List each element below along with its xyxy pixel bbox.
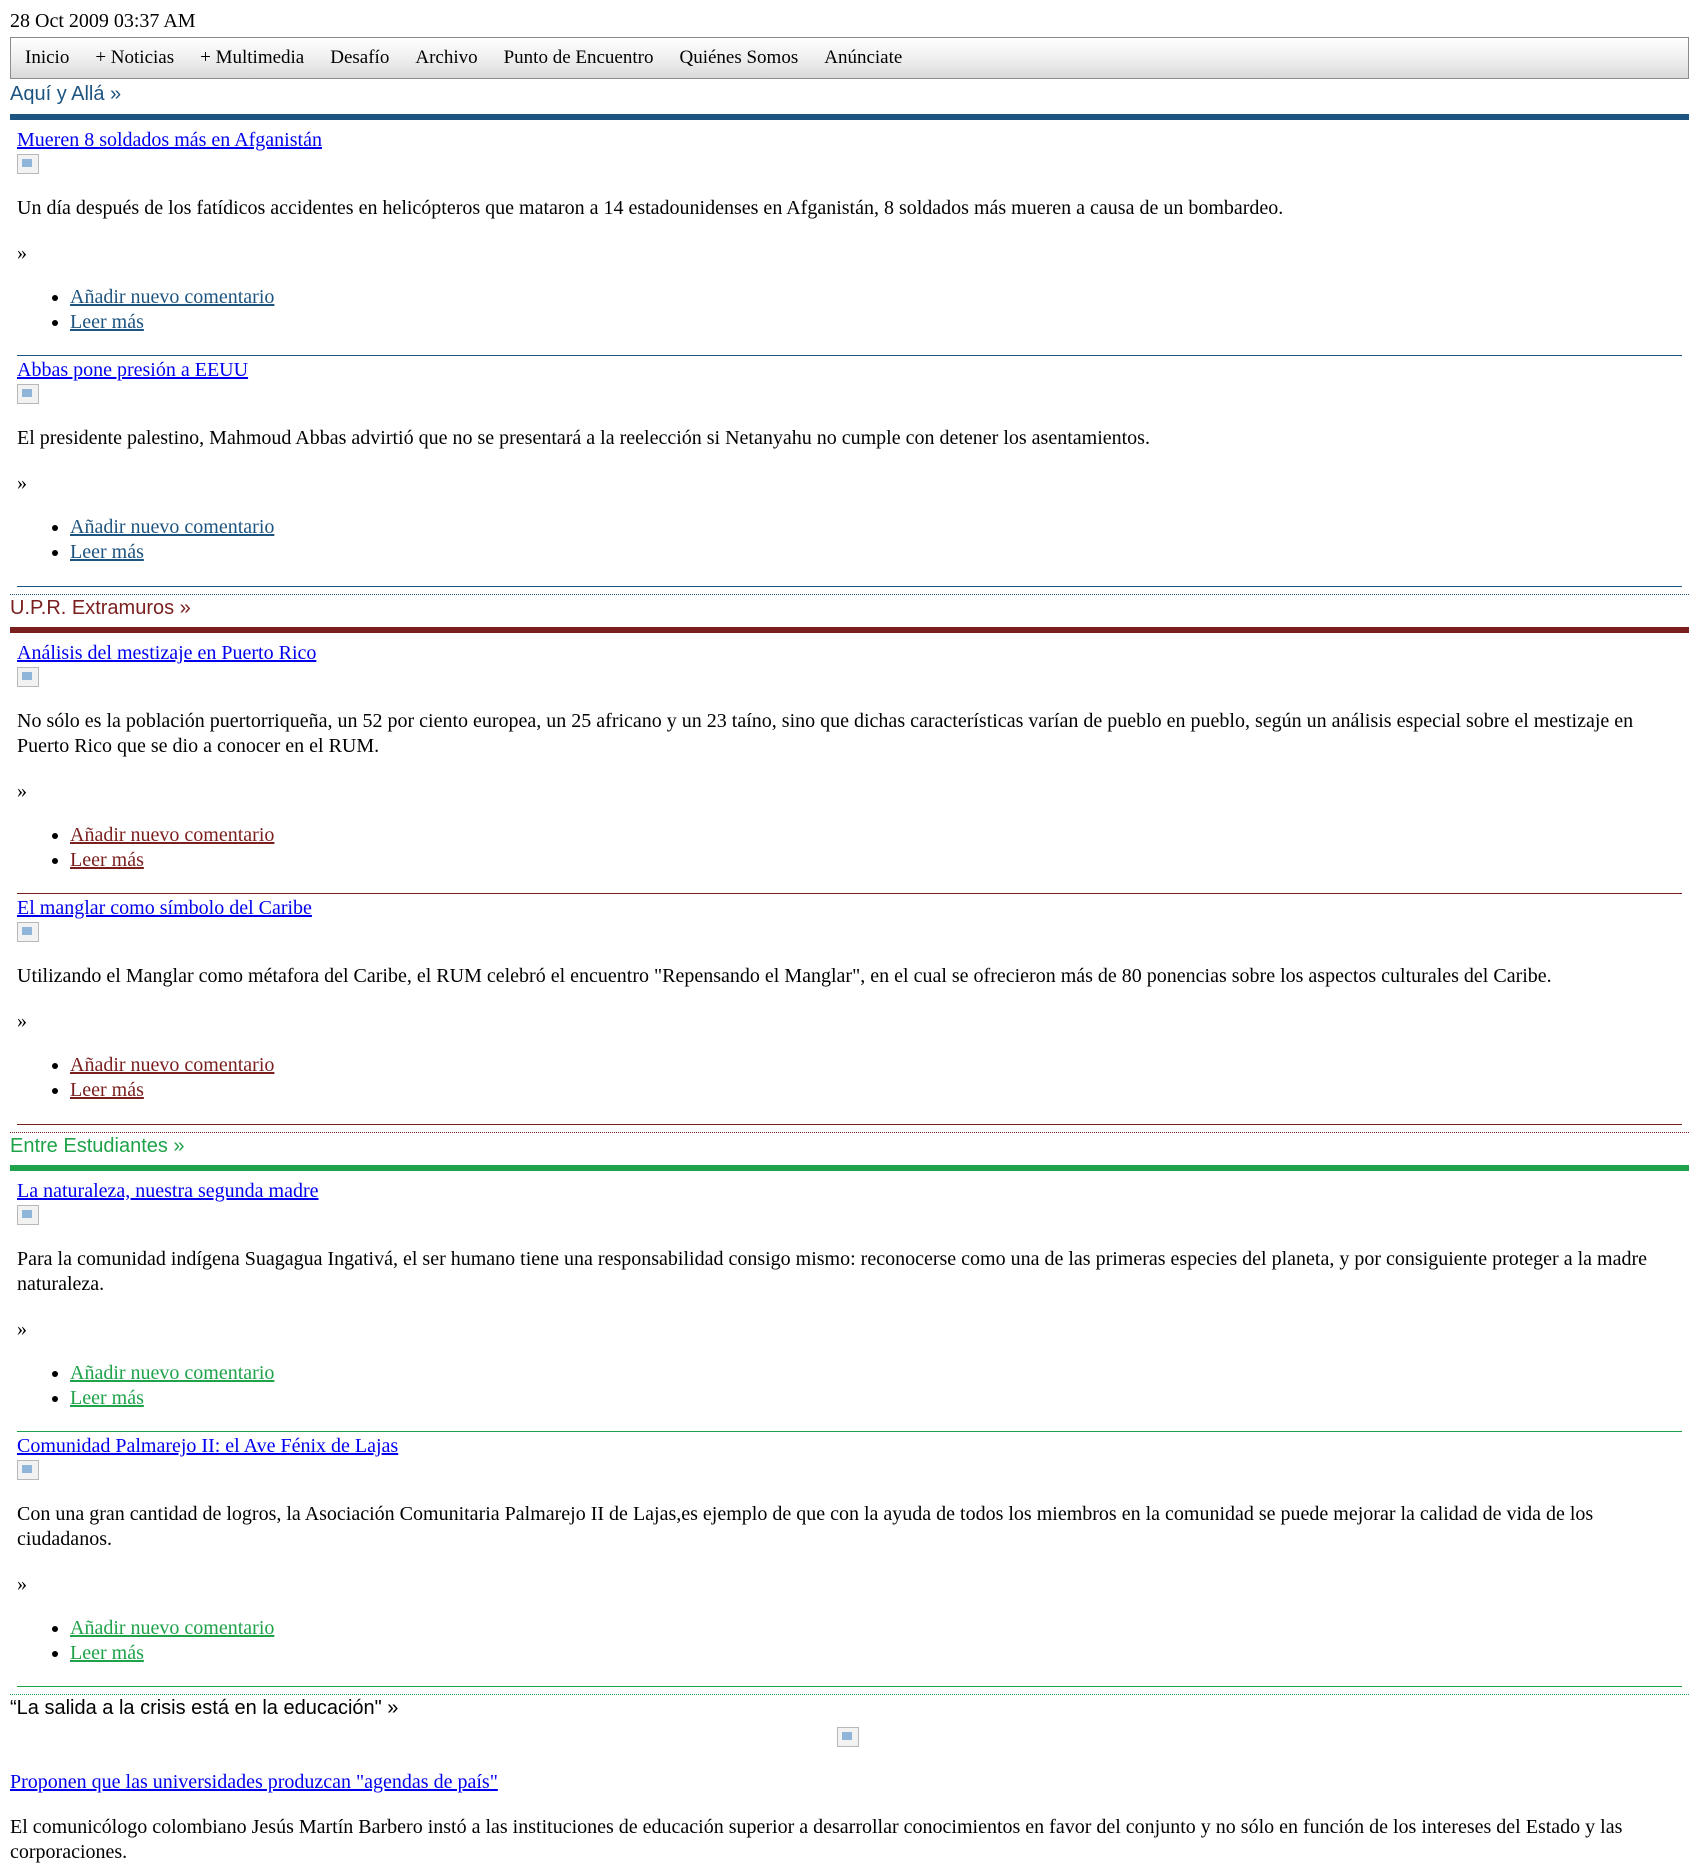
nav-quienes-somos[interactable]: Quiénes Somos xyxy=(679,47,799,68)
article-image xyxy=(17,1460,39,1480)
list-item xyxy=(70,1361,1682,1386)
article-divider xyxy=(17,893,1682,894)
article-title-link[interactable]: El manglar como símbolo del Caribe xyxy=(17,897,312,919)
featured-article-summary: El comunicólogo colombiano Jesús Martín Barbero instó a las instituciones de educación superior a desarrollar conocimientos en favor del conjunto y no sólo en función de los intereses del Estado y las corporaciones. xyxy=(10,1816,1623,1863)
more-marker: » xyxy=(17,242,27,264)
list-item xyxy=(70,540,1682,565)
read-more-link[interactable]: Leer más xyxy=(70,1387,144,1409)
article-divider xyxy=(17,1686,1682,1687)
article-image xyxy=(17,154,39,174)
article-title-link[interactable]: Análisis del mestizaje en Puerto Rico xyxy=(17,642,317,664)
list-item xyxy=(70,848,1682,873)
article-links xyxy=(17,1616,1682,1666)
more-marker: » xyxy=(17,1318,27,1340)
article-divider xyxy=(17,586,1682,587)
section-bar xyxy=(10,627,1689,633)
article-image xyxy=(17,667,39,687)
list-item xyxy=(70,1053,1682,1078)
nav-desafio[interactable]: Desafío xyxy=(330,47,390,68)
list-item xyxy=(70,1386,1682,1411)
nav-punto-de-encuentro[interactable]: Punto de Encuentro xyxy=(503,47,654,68)
article-summary: Un día después de los fatídicos accidentes en helicópteros que mataron a 14 estadounidenses en Afganistán, 8 soldados más mueren a causa de un bombardeo. xyxy=(17,197,1284,219)
read-more-link[interactable]: Leer más xyxy=(70,1079,144,1101)
article xyxy=(17,128,1682,335)
article-title-link[interactable]: Mueren 8 soldados más en Afganistán xyxy=(17,129,322,151)
article-summary: Con una gran cantidad de logros, la Asociación Comunitaria Palmarejo II de Lajas,es ejemplo de que con la ayuda de todos los miembros en la comunidad se puede mejorar la calidad de vida de los ciudadanos. xyxy=(17,1503,1594,1550)
add-comment-link[interactable]: Añadir nuevo comentario xyxy=(70,1617,275,1639)
nav-archivo[interactable]: Archivo xyxy=(415,47,478,68)
list-item xyxy=(70,823,1682,848)
section-end-divider xyxy=(10,594,1689,595)
article-title-link[interactable]: Abbas pone presión a EEUU xyxy=(17,359,249,381)
article-image xyxy=(17,922,39,942)
article-divider xyxy=(17,1431,1682,1432)
article xyxy=(17,896,1682,1103)
article-image xyxy=(17,1205,39,1225)
more-marker: » xyxy=(17,1010,27,1032)
add-comment-link[interactable]: Añadir nuevo comentario xyxy=(70,824,275,846)
section-title-upr-extramuros[interactable]: U.P.R. Extramuros » xyxy=(10,597,191,619)
list-item xyxy=(70,1078,1682,1103)
section-title-entre-estudiantes[interactable]: Entre Estudiantes » xyxy=(10,1135,185,1157)
article-links xyxy=(17,285,1682,335)
article-divider xyxy=(17,1124,1682,1125)
article-summary: El presidente palestino, Mahmoud Abbas advirtió que no se presentará a la reelección si Netanyahu no cumple con detener los asentamientos. xyxy=(17,427,1150,449)
section-end-divider xyxy=(10,1132,1689,1133)
article-divider xyxy=(17,355,1682,356)
nav-multimedia[interactable]: + Multimedia xyxy=(200,47,305,68)
list-item xyxy=(70,310,1682,335)
read-more-link[interactable]: Leer más xyxy=(70,849,144,871)
list-item xyxy=(70,515,1682,540)
section-bar xyxy=(10,1165,1689,1171)
article-links xyxy=(17,1361,1682,1411)
article xyxy=(17,1434,1682,1666)
main-nav xyxy=(10,37,1689,79)
featured-article-link[interactable]: Proponen que las universidades produzcan "agendas de país" xyxy=(10,1771,498,1793)
section-end-divider xyxy=(10,1694,1689,1695)
article-image xyxy=(17,384,39,404)
nav-anunciate[interactable]: Anúnciate xyxy=(824,47,903,68)
add-comment-link[interactable]: Añadir nuevo comentario xyxy=(70,1054,275,1076)
list-item xyxy=(70,285,1682,310)
list-item xyxy=(70,1616,1682,1641)
article-summary: Para la comunidad indígena Suagagua Ingativá, el ser humano tiene una responsabilidad consigo mismo: reconocerse como una de las primeras especies del planeta, y por consiguiente proteger a la madre naturaleza. xyxy=(17,1248,1647,1295)
add-comment-link[interactable]: Añadir nuevo comentario xyxy=(70,286,275,308)
section-title-educacion[interactable]: “La salida a la crisis está en la educación" » xyxy=(10,1697,399,1719)
more-marker: » xyxy=(17,1573,27,1595)
read-more-link[interactable]: Leer más xyxy=(70,1642,144,1664)
more-marker: » xyxy=(17,780,27,802)
article-links xyxy=(17,515,1682,565)
featured-image xyxy=(837,1727,859,1747)
add-comment-link[interactable]: Añadir nuevo comentario xyxy=(70,516,275,538)
article-links xyxy=(17,823,1682,873)
nav-noticias[interactable]: + Noticias xyxy=(95,47,175,68)
page-date: 28 Oct 2009 03:37 AM xyxy=(10,10,196,32)
article xyxy=(17,358,1682,565)
section-title-aqui-y-alla[interactable]: Aquí y Allá » xyxy=(10,83,122,105)
article-title-link[interactable]: Comunidad Palmarejo II: el Ave Fénix de Lajas xyxy=(17,1435,399,1457)
more-marker: » xyxy=(17,472,27,494)
article xyxy=(17,641,1682,873)
article-title-link[interactable]: La naturaleza, nuestra segunda madre xyxy=(17,1180,319,1202)
article-summary: Utilizando el Manglar como métafora del Caribe, el RUM celebró el encuentro "Repensando el Manglar", en el cual se ofrecieron más de 80 ponencias sobre los aspectos culturales del Caribe. xyxy=(17,965,1552,987)
read-more-link[interactable]: Leer más xyxy=(70,541,144,563)
read-more-link[interactable]: Leer más xyxy=(70,311,144,333)
section-bar xyxy=(10,114,1689,120)
add-comment-link[interactable]: Añadir nuevo comentario xyxy=(70,1362,275,1384)
article-links xyxy=(17,1053,1682,1103)
article xyxy=(17,1179,1682,1411)
list-item xyxy=(70,1641,1682,1666)
article-summary: No sólo es la población puertorriqueña, un 52 por ciento europea, un 25 africano y un 23 taíno, sino que dichas características varían de pueblo en pueblo, según un análisis especial sobre el mestizaje en Puerto Rico que se dio a conocer en el RUM. xyxy=(17,710,1634,757)
nav-inicio[interactable]: Inicio xyxy=(25,47,70,68)
